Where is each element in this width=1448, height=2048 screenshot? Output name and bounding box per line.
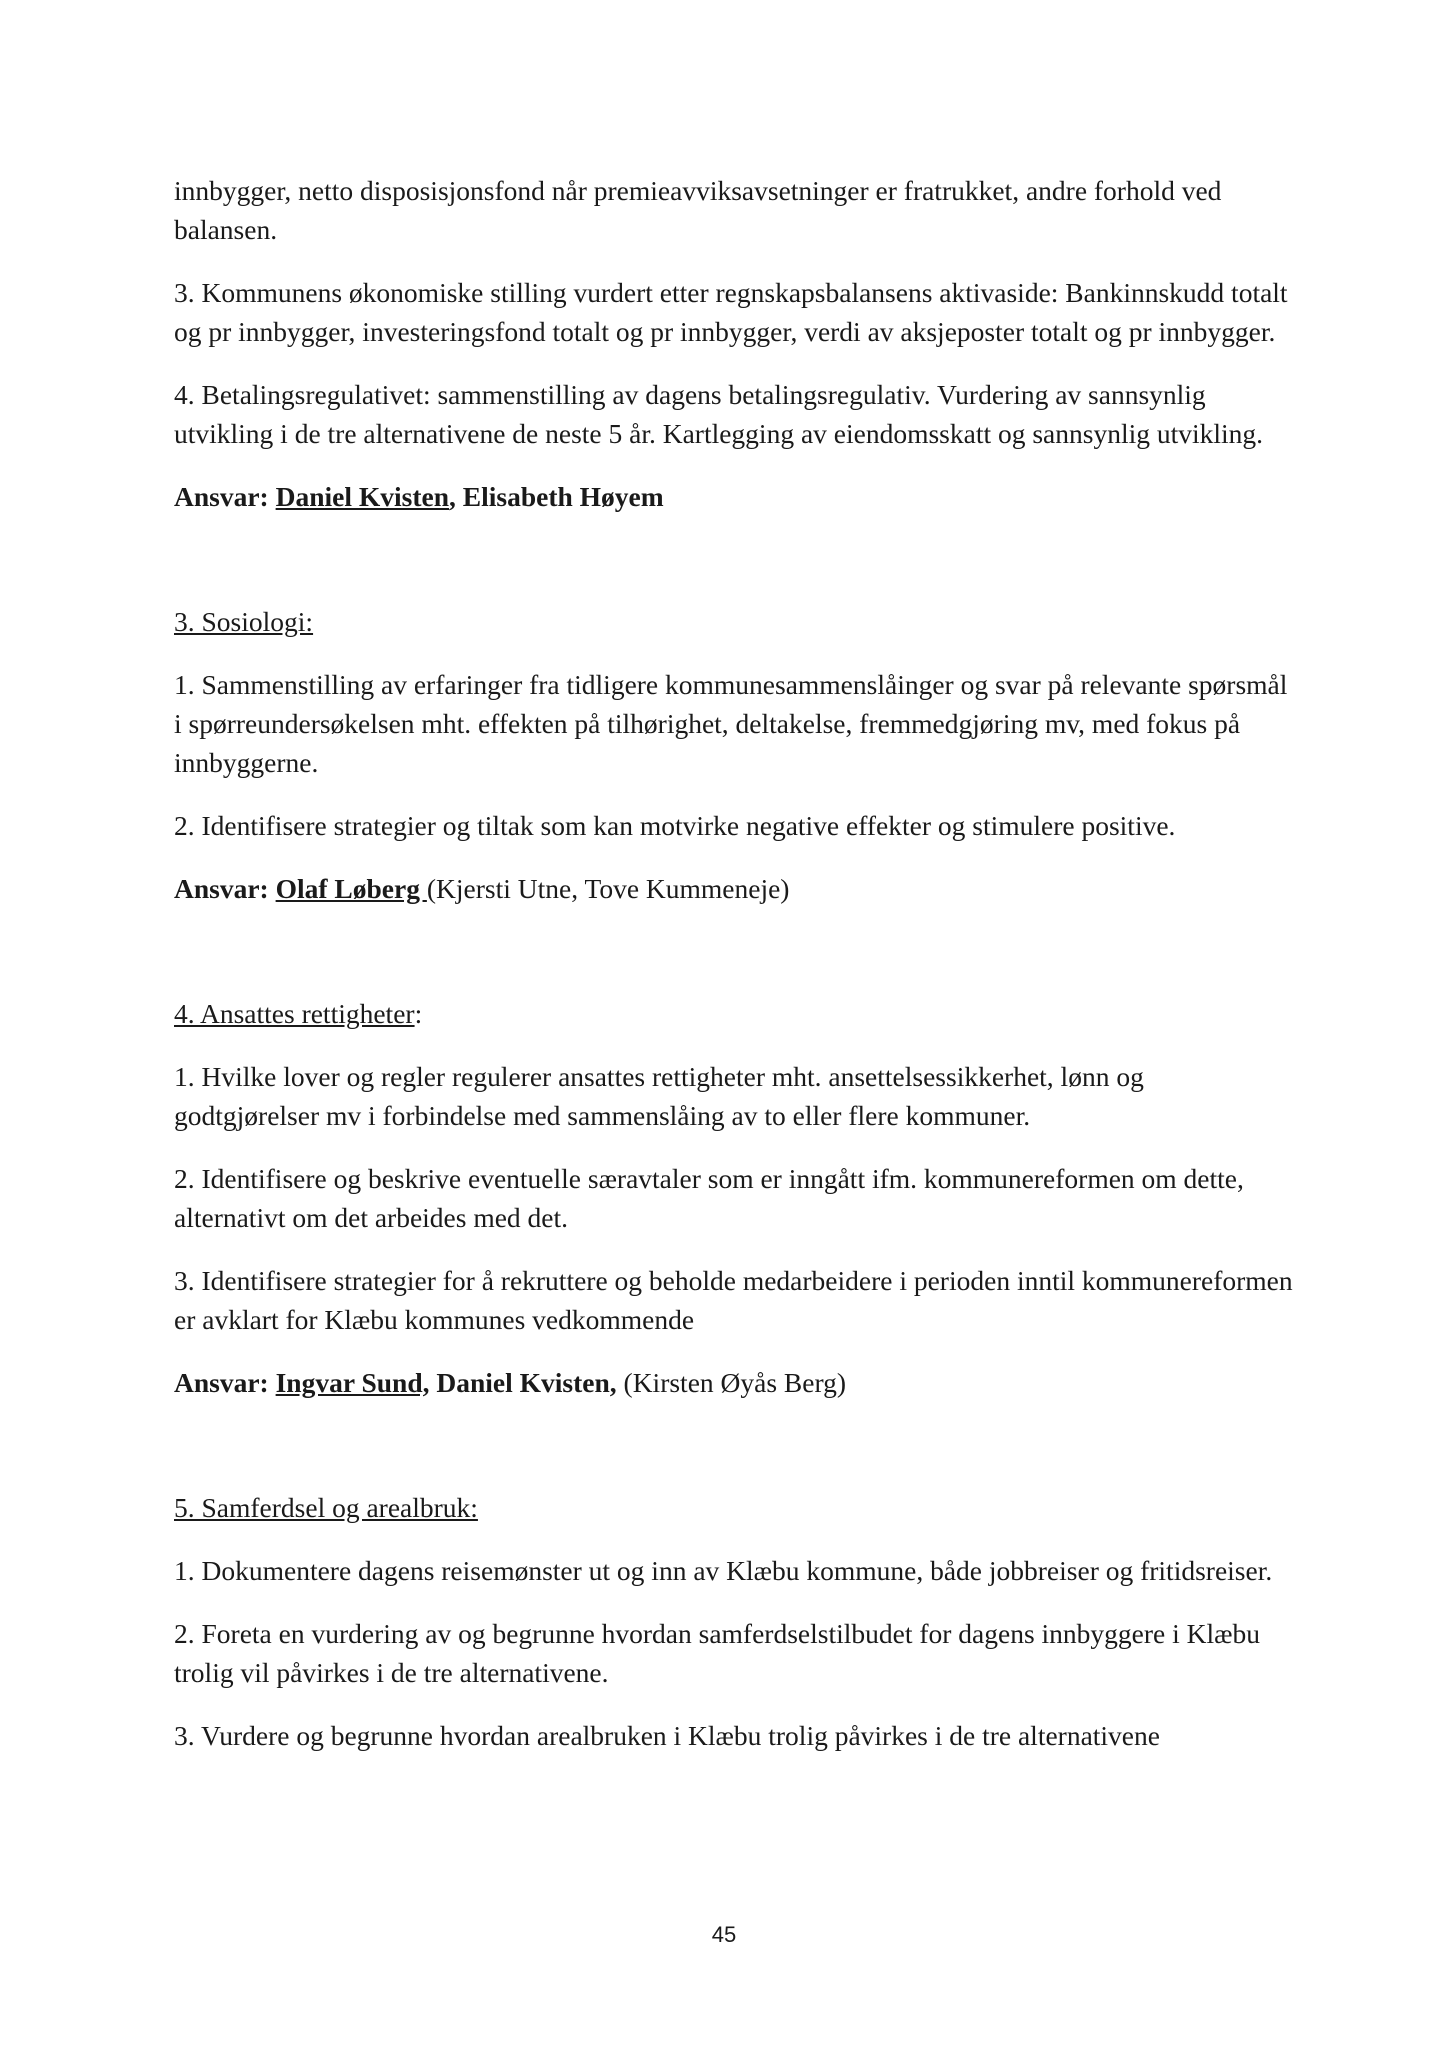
intro-item-4: 4. Betalingsregulativet: sammenstilling av dagens betalingsregulativ. Vurdering av sannsynlig utvikling i de tre alternativene de neste 5 år. Kartlegging av eiendomsskatt og sannsynlig utvikling. xyxy=(174,379,1264,449)
spacer xyxy=(174,932,1294,994)
ansvar-label: Ansvar: xyxy=(174,873,269,904)
section-3-item-1: 1. Sammenstilling av erfaringer fra tidligere kommunesammenslåinger og svar på relevante spørsmål i spørreundersøkelsen mht. effekten på tilhørighet, deltakelse, fremmedgjøring mv, med fokus på innbyggerne. xyxy=(174,669,1288,778)
section-4-heading xyxy=(174,994,1294,1033)
section-4-item-2: 2. Identifisere og beskrive eventuelle særavtaler som er inngått ifm. kommunereformen om dette, alternativt om det arbeides med det. xyxy=(174,1163,1244,1233)
ansvar-primary-name: Olaf Løberg xyxy=(275,873,427,904)
section-5-heading: 5. Samferdsel og arealbruk: xyxy=(174,1492,478,1523)
section-4-heading-colon: : xyxy=(414,998,423,1029)
page-body xyxy=(174,171,1294,1779)
intro-continuation: innbygger, netto disposisjonsfond når premieavviksavsetninger er fratrukket, andre forhold ved balansen. xyxy=(174,175,1222,245)
spacer xyxy=(174,1426,1294,1488)
section-5-item-3: 3. Vurdere og begrunne hvordan arealbruken i Klæbu trolig påvirkes i de tre alternativene xyxy=(174,1720,1160,1751)
ansvar-bold-names: Daniel Kvisten, xyxy=(429,1367,617,1398)
section-3-ansvar xyxy=(174,869,1294,908)
section-5-item-2: 2. Foreta en vurdering av og begrunne hvordan samferdselstilbudet for dagens innbyggere i Klæbu trolig vil påvirkes i de tre alternativene. xyxy=(174,1618,1260,1688)
ansvar-primary-name: Ingvar Sund, xyxy=(275,1367,430,1398)
spacer xyxy=(174,540,1294,602)
intro-item-3: 3. Kommunens økonomiske stilling vurdert etter regnskapsbalansens aktivaside: Bankinnskudd totalt og pr innbygger, investeringsfond totalt og pr innbygger, verdi av aksjeposter totalt og pr innbygger. xyxy=(174,277,1288,347)
page-number: 45 xyxy=(711,1922,737,1947)
ansvar-primary-name: Daniel Kvisten xyxy=(275,481,450,512)
intro-ansvar xyxy=(174,477,1294,516)
section-4-heading-text: 4. Ansattes rettigheter xyxy=(174,998,415,1029)
section-4-item-1: 1. Hvilke lover og regler regulerer ansattes rettigheter mht. ansettelsessikkerhet, lønn og godtgjørelser mv i forbindelse med sammenslåing av to eller flere kommuner. xyxy=(174,1061,1144,1131)
ansvar-other-names: , Elisabeth Høyem xyxy=(449,481,664,512)
ansvar-label: Ansvar: xyxy=(174,481,269,512)
ansvar-other-names: (Kirsten Øyås Berg) xyxy=(616,1367,847,1398)
section-5-item-1: 1. Dokumentere dagens reisemønster ut og inn av Klæbu kommune, både jobbreiser og fritidsreiser. xyxy=(174,1555,1273,1586)
ansvar-other-names: (Kjersti Utne, Tove Kummeneje) xyxy=(426,873,790,904)
ansvar-label: Ansvar: xyxy=(174,1367,269,1398)
section-4-ansvar xyxy=(174,1363,1294,1402)
section-3-heading: 3. Sosiologi: xyxy=(174,606,314,637)
section-3-item-2: 2. Identifisere strategier og tiltak som kan motvirke negative effekter og stimulere positive. xyxy=(174,810,1176,841)
section-4-item-3: 3. Identifisere strategier for å rekruttere og beholde medarbeidere i perioden inntil kommunereformen er avklart for Klæbu kommunes vedkommende xyxy=(174,1265,1293,1335)
